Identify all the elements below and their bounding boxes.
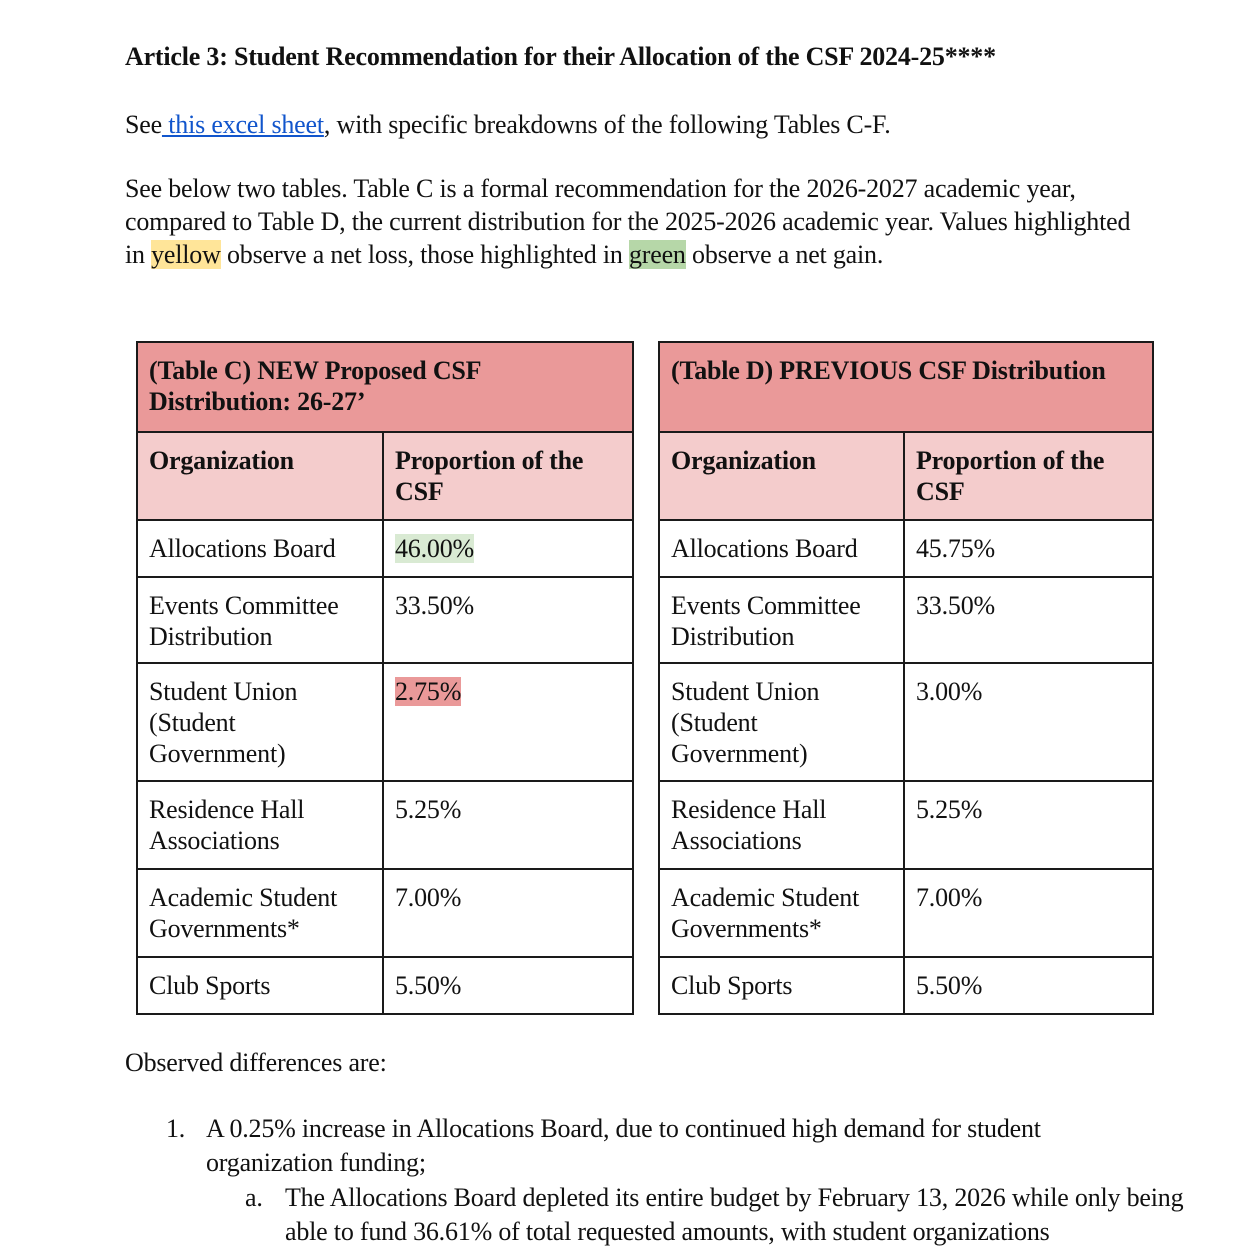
table-row: [137, 663, 633, 781]
list-number: 1.: [166, 1114, 186, 1143]
description-text-3: observe a net gain.: [685, 240, 884, 269]
table-row: [659, 957, 1153, 1014]
org-cell: Events Committee Distribution: [659, 577, 904, 663]
table-row: [659, 663, 1153, 781]
org-cell: Allocations Board: [659, 520, 904, 577]
table-row: [137, 577, 633, 663]
value-cell: [383, 663, 633, 781]
description-text-1: See below two tables. Table C is a formal recommendation for the 2026-2027 academic year, compared to Table D, the current distribution for the 2025-2026 academic year. Values highlighted in: [125, 174, 1131, 269]
table-row: [137, 957, 633, 1014]
list-letter: a.: [245, 1183, 263, 1212]
value-cell: 7.00%: [383, 869, 633, 957]
table-d-header-organization: Organization: [659, 432, 904, 520]
org-cell: Academic Student Governments*: [659, 869, 904, 957]
org-cell: Academic Student Governments*: [137, 869, 383, 957]
list-item-text: A 0.25% increase in Allocations Board, due to continued high demand for student organization funding;: [206, 1114, 1041, 1177]
table-d-header-proportion: Proportion of the CSF: [904, 432, 1153, 520]
org-cell: Residence Hall Associations: [137, 781, 383, 869]
table-c-proposed-distribution: [136, 341, 634, 1015]
article-heading: Article 3: Student Recommendation for their Allocation of the CSF 2024-25****: [125, 42, 996, 71]
org-cell: Events Committee Distribution: [137, 577, 383, 663]
org-cell: Residence Hall Associations: [659, 781, 904, 869]
yellow-highlight-word: yellow: [151, 240, 221, 269]
value-cell: 5.25%: [904, 781, 1153, 869]
org-cell: Club Sports: [137, 957, 383, 1014]
table-row: [659, 577, 1153, 663]
org-cell: Student Union (Student Government): [659, 663, 904, 781]
table-row: [137, 520, 633, 577]
intro-paragraph: [125, 108, 1135, 141]
excel-sheet-link[interactable]: this excel sheet: [161, 110, 324, 139]
table-row: [137, 781, 633, 869]
intro-text-post: , with specific breakdowns of the following Tables C-F.: [323, 110, 891, 139]
intro-text-pre: See: [125, 110, 162, 139]
value-cell: 5.25%: [383, 781, 633, 869]
table-c-title: (Table C) NEW Proposed CSF Distribution: 26-27’: [137, 342, 633, 432]
value-cell: 5.50%: [383, 957, 633, 1014]
value-cell: 3.00%: [904, 663, 1153, 781]
table-c-header-organization: Organization: [137, 432, 383, 520]
green-highlight-word: green: [628, 240, 686, 269]
value-cell: 5.50%: [904, 957, 1153, 1014]
tables-description-paragraph: [125, 172, 1135, 271]
table-c-header-proportion: Proportion of the CSF: [383, 432, 633, 520]
table-row: [659, 869, 1153, 957]
value-cell: 33.50%: [904, 577, 1153, 663]
value-cell: 33.50%: [383, 577, 633, 663]
list-subitem-text: The Allocations Board depleted its entire budget by February 13, 2026 while only being able to fund 36.61% of total requested amounts, with student organizations: [285, 1183, 1184, 1246]
table-row: [137, 869, 633, 957]
table-d-previous-distribution: [658, 341, 1154, 1015]
table-d-title: (Table D) PREVIOUS CSF Distribution: [659, 342, 1153, 432]
table-row: [659, 781, 1153, 869]
value-cell: 7.00%: [904, 869, 1153, 957]
observed-differences-label: Observed differences are:: [125, 1048, 387, 1077]
description-text-2: observe a net loss, those highlighted in: [220, 240, 629, 269]
org-cell: Student Union (Student Government): [137, 663, 383, 781]
value-cell: 45.75%: [904, 520, 1153, 577]
org-cell: Allocations Board: [137, 520, 383, 577]
org-cell: Club Sports: [659, 957, 904, 1014]
value-cell: [383, 520, 633, 577]
gain-highlight-value: 46.00%: [395, 534, 474, 563]
table-row: [659, 520, 1153, 577]
loss-highlight-value: 2.75%: [395, 677, 462, 706]
